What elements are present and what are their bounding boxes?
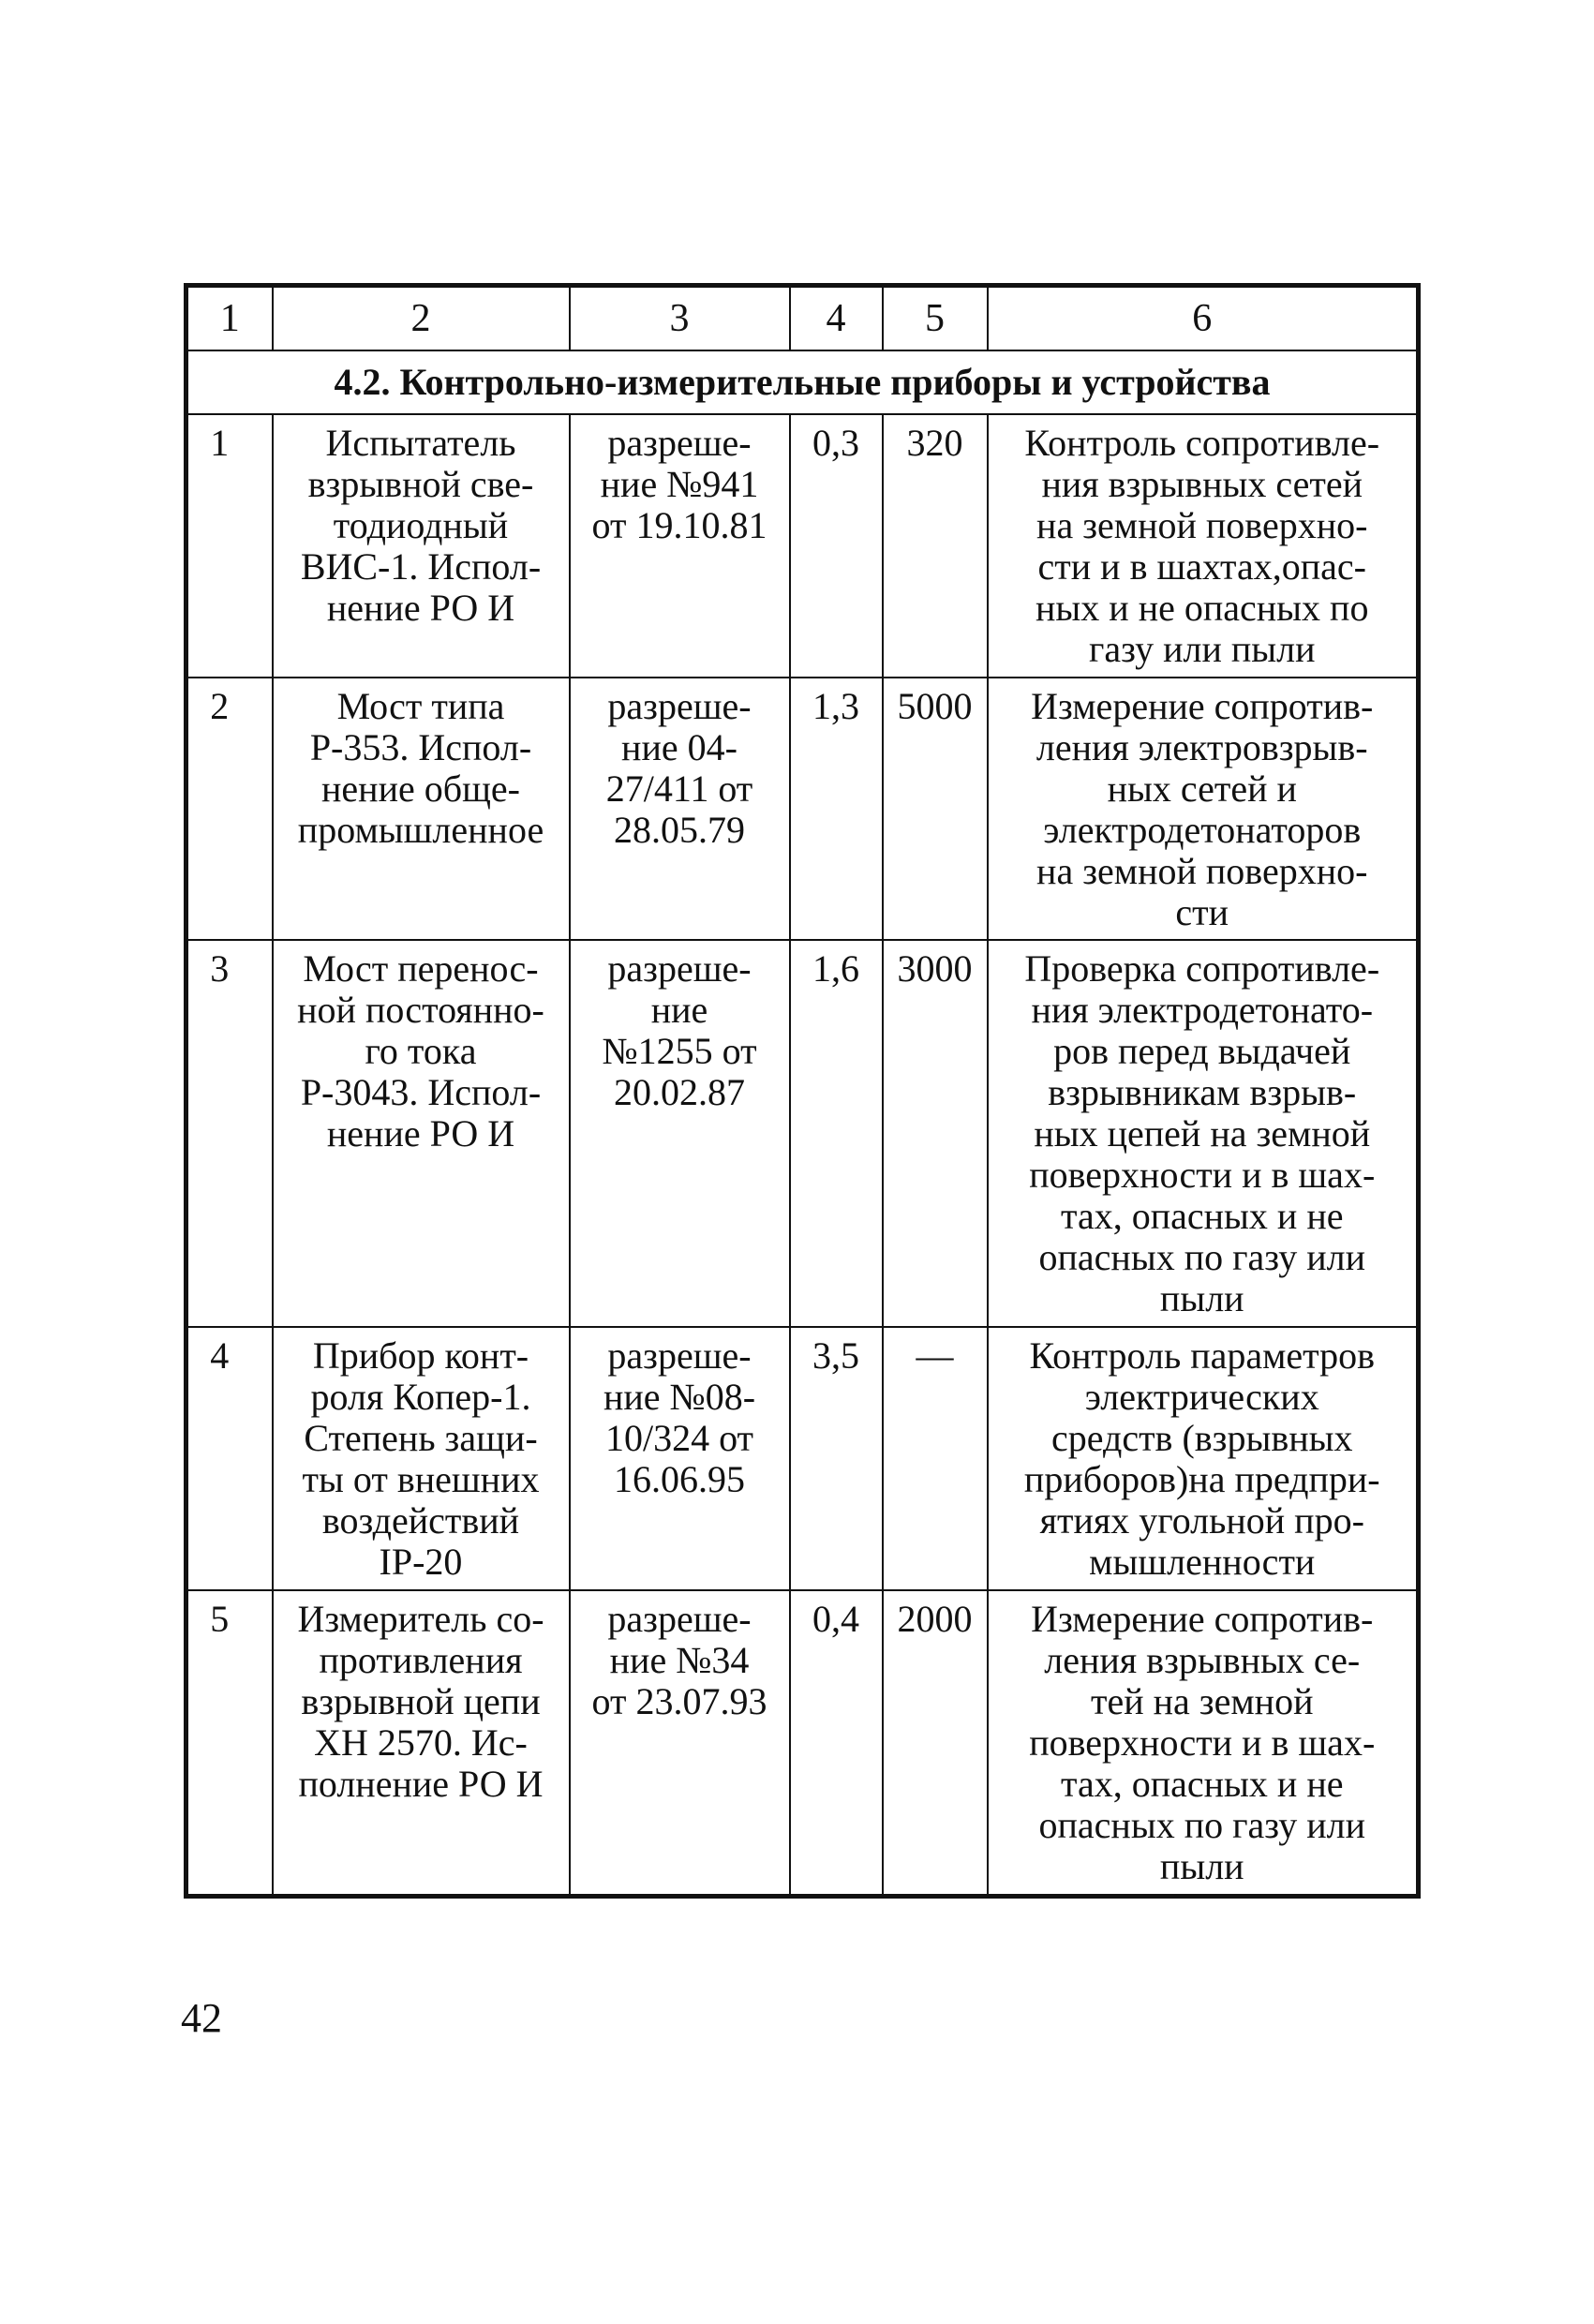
row-number: 1 — [186, 414, 273, 678]
purpose-cell: Контроль сопротивле- ния взрывных сетей на земной поверхно- сти и в шахтах,опас- ных и не опасных по газу или пыли — [988, 414, 1419, 678]
permit-cell: разреше- ние №08- 10/324 от 16.06.95 — [570, 1327, 790, 1590]
value-cell: 1,6 — [790, 940, 883, 1327]
equipment-table — [184, 283, 1421, 1899]
section-row — [186, 350, 1419, 414]
table-row — [186, 1590, 1419, 1897]
value-cell: 320 — [883, 414, 988, 678]
column-header: 4 — [790, 286, 883, 351]
value-cell: 0,3 — [790, 414, 883, 678]
row-number: 3 — [186, 940, 273, 1327]
equipment-table-container — [184, 283, 1416, 1899]
column-header: 1 — [186, 286, 273, 351]
permit-cell: разреше- ние №1255 от 20.02.87 — [570, 940, 790, 1327]
table-row — [186, 414, 1419, 678]
device-name-cell: Испытатель взрывной све- тодиодный ВИС-1. Испол- нение РО И — [273, 414, 570, 678]
purpose-cell: Контроль параметров электрических средств (взрывных приборов)на предпри- ятиях угольной про- мышленности — [988, 1327, 1419, 1590]
permit-cell: разреше- ние 04- 27/411 от 28.05.79 — [570, 678, 790, 941]
row-number: 5 — [186, 1590, 273, 1897]
column-header: 6 — [988, 286, 1419, 351]
device-name-cell: Измеритель со- противления взрывной цепи ХН 2570. Ис- полнение РО И — [273, 1590, 570, 1897]
value-cell: 2000 — [883, 1590, 988, 1897]
value-cell: 0,4 — [790, 1590, 883, 1897]
permit-cell: разреше- ние №34 от 23.07.93 — [570, 1590, 790, 1897]
device-name-cell: Мост типа Р-353. Испол- нение обще- промышленное — [273, 678, 570, 941]
row-number: 4 — [186, 1327, 273, 1590]
row-number: 2 — [186, 678, 273, 941]
table-row — [186, 940, 1419, 1327]
device-name-cell: Мост перенос- ной постоянно- го тока Р-3043. Испол- нение РО И — [273, 940, 570, 1327]
value-cell: 1,3 — [790, 678, 883, 941]
column-number-row — [186, 286, 1419, 351]
device-name-cell: Прибор конт- роля Копер-1. Степень защи- ты от внешних воздействий IP-20 — [273, 1327, 570, 1590]
column-header: 5 — [883, 286, 988, 351]
table-row — [186, 678, 1419, 941]
purpose-cell: Проверка сопротивле- ния электродетонато- ров перед выдачей взрывникам взрыв- ных цепей на земной поверхности и в шах- тах, опасных и не опасных по газу или пыли — [988, 940, 1419, 1327]
purpose-cell: Измерение сопротив- ления электровзрыв- ных сетей и электродетонаторов на земной поверхно- сти — [988, 678, 1419, 941]
section-title: 4.2. Контрольно-измерительные приборы и устройства — [186, 350, 1419, 414]
column-header: 3 — [570, 286, 790, 351]
page-number: 42 — [181, 1995, 222, 2041]
permit-cell: разреше- ние №941 от 19.10.81 — [570, 414, 790, 678]
value-cell: 5000 — [883, 678, 988, 941]
column-header: 2 — [273, 286, 570, 351]
purpose-cell: Измерение сопротив- ления взрывных се- тей на земной поверхности и в шах- тах, опасных и не опасных по газу или пыли — [988, 1590, 1419, 1897]
value-cell: 3000 — [883, 940, 988, 1327]
value-cell: 3,5 — [790, 1327, 883, 1590]
value-cell: — — [883, 1327, 988, 1590]
table-row — [186, 1327, 1419, 1590]
